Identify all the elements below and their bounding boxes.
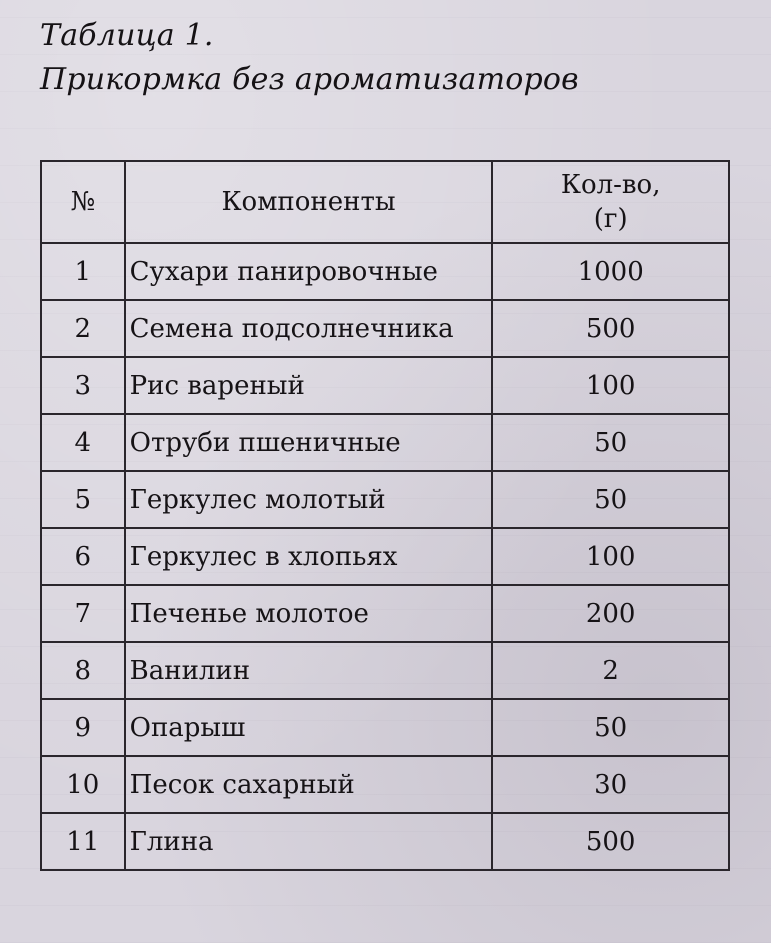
component-name: Геркулес молотый	[125, 471, 493, 528]
table-row	[41, 528, 729, 585]
table-row	[41, 243, 729, 300]
row-number: 8	[41, 642, 125, 699]
row-number: 10	[41, 756, 125, 813]
table-row	[41, 357, 729, 414]
component-name: Сухари панировочные	[125, 243, 493, 300]
caption-title: Таблица 1.	[40, 18, 214, 53]
component-quantity: 500	[492, 300, 729, 357]
component-name: Глина	[125, 813, 493, 870]
component-name: Отруби пшеничные	[125, 414, 493, 471]
header-quantity-unit: (г)	[593, 204, 628, 234]
component-quantity: 100	[492, 357, 729, 414]
component-name: Рис вареный	[125, 357, 493, 414]
table-row	[41, 756, 729, 813]
component-quantity: 500	[492, 813, 729, 870]
table-row	[41, 471, 729, 528]
components-table	[40, 160, 730, 871]
table-body	[41, 243, 729, 870]
component-name: Семена подсолнечника	[125, 300, 493, 357]
table-row	[41, 585, 729, 642]
component-quantity: 2	[492, 642, 729, 699]
component-name: Ванилин	[125, 642, 493, 699]
table-row	[41, 699, 729, 756]
component-name: Геркулес в хлопьях	[125, 528, 493, 585]
component-quantity: 1000	[492, 243, 729, 300]
table-row	[41, 642, 729, 699]
table-header-row	[41, 161, 729, 243]
table-row	[41, 414, 729, 471]
component-name: Песок сахарный	[125, 756, 493, 813]
row-number: 5	[41, 471, 125, 528]
component-quantity: 200	[492, 585, 729, 642]
row-number: 2	[41, 300, 125, 357]
component-quantity: 50	[492, 471, 729, 528]
component-quantity: 50	[492, 699, 729, 756]
row-number: 1	[41, 243, 125, 300]
component-quantity: 30	[492, 756, 729, 813]
table-caption	[40, 14, 579, 102]
table-row	[41, 300, 729, 357]
row-number: 3	[41, 357, 125, 414]
component-name: Опарыш	[125, 699, 493, 756]
row-number: 6	[41, 528, 125, 585]
row-number: 11	[41, 813, 125, 870]
caption-subtitle: Прикормка без ароматизаторов	[40, 62, 579, 97]
row-number: 9	[41, 699, 125, 756]
component-name: Печенье молотое	[125, 585, 493, 642]
component-quantity: 50	[492, 414, 729, 471]
row-number: 7	[41, 585, 125, 642]
header-quantity	[492, 161, 729, 243]
header-quantity-label: Кол-во,	[560, 170, 661, 200]
table-row	[41, 813, 729, 870]
row-number: 4	[41, 414, 125, 471]
header-component: Компоненты	[125, 161, 493, 243]
header-number: №	[41, 161, 125, 243]
component-quantity: 100	[492, 528, 729, 585]
